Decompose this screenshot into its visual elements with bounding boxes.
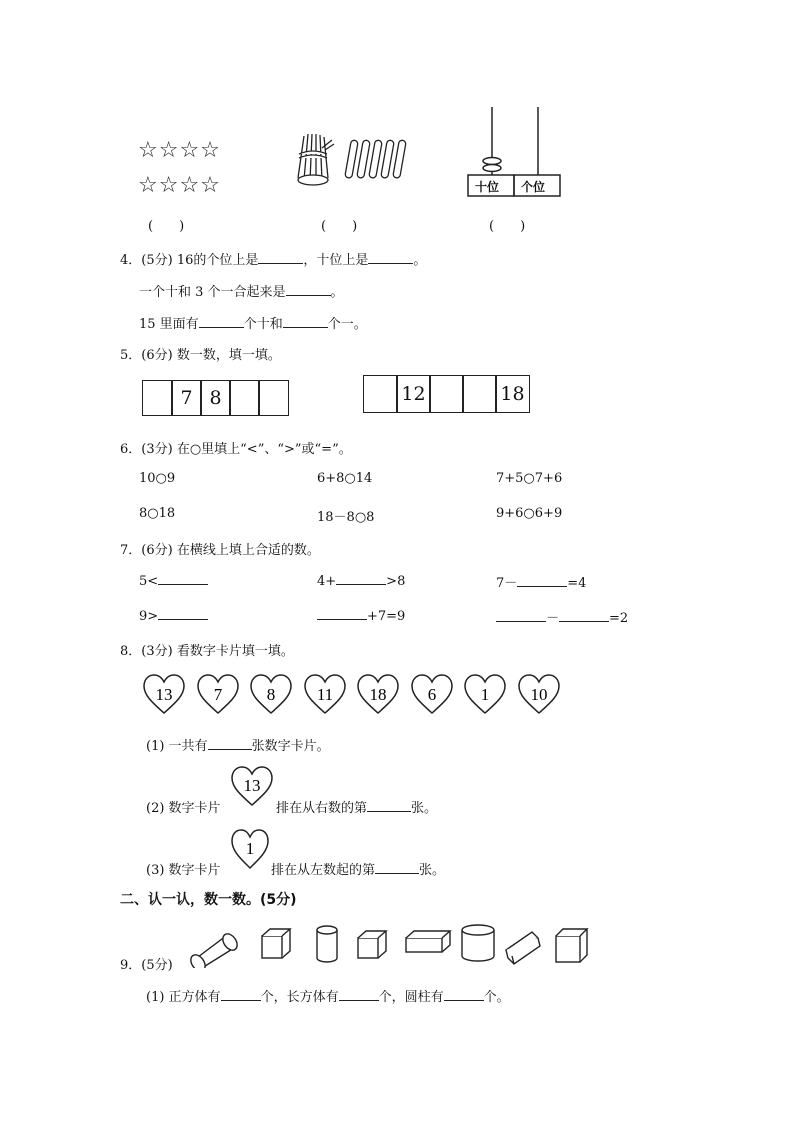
- answer-blank[interactable]: [517, 574, 567, 587]
- answer-blank[interactable]: [158, 607, 208, 620]
- heart-card-label: 10: [530, 685, 547, 704]
- q4-line-3: [139, 313, 367, 332]
- q7-text: 7－: [496, 576, 518, 591]
- answer-blank[interactable]: [496, 609, 546, 622]
- q8-sub-2-rest: [276, 797, 437, 816]
- cube-shape-2: [358, 931, 386, 958]
- number-row-1-box-4[interactable]: [229, 380, 260, 416]
- q7-item-6: [496, 607, 628, 626]
- q7-item-2: [317, 572, 405, 589]
- q8-text: 排在从右数的第: [276, 801, 368, 816]
- cube-shape-3: [556, 929, 587, 962]
- answer-blank[interactable]: [368, 251, 413, 264]
- q6-title: 6．(3分) 在○里填上“<”、“>”或“=”。: [120, 442, 352, 457]
- q4-text: 。: [413, 253, 427, 268]
- heart-card-3: [249, 673, 293, 715]
- q7-item-3: [496, 572, 586, 591]
- q9-text: 个，长方体有: [260, 990, 339, 1005]
- q6-item-2[interactable]: 6+8○14: [317, 471, 373, 486]
- heart-card-1: [142, 673, 186, 715]
- q6-item-1[interactable]: 10○9: [139, 471, 176, 486]
- number-row-1-box-1[interactable]: [142, 380, 173, 416]
- q4-line-2: [139, 281, 344, 300]
- heart-card-label: 1: [480, 685, 490, 704]
- q4-text: ，十位上是: [303, 253, 369, 268]
- abacus-ones-label: 个位: [521, 180, 546, 194]
- q7-title: 7．(6分) 在横线上填上合适的数。: [120, 543, 320, 558]
- upright-cylinder-shape: [317, 926, 337, 962]
- heart-card-6: [410, 673, 454, 715]
- q9-text: 个，圆柱有: [378, 990, 444, 1005]
- q8-text: (1) 一共有: [146, 739, 208, 754]
- heart-card-label: 13: [155, 685, 173, 704]
- q7-item-1: [139, 572, 208, 589]
- q9-label: 9．(5分): [120, 958, 173, 973]
- q7-item-4: [139, 607, 208, 624]
- stars-row-2: ☆☆☆☆: [138, 173, 221, 198]
- q8-title: 8．(3分) 看数字卡片填一填。: [120, 644, 294, 659]
- answer-blank[interactable]: [283, 315, 328, 328]
- number-row-2-box-4[interactable]: [462, 375, 497, 413]
- q9-text: 个。: [483, 990, 510, 1005]
- number-row-2-box-3[interactable]: [429, 375, 464, 413]
- q7-text: 9>: [139, 609, 159, 624]
- stars-row-1: ☆☆☆☆: [138, 138, 221, 163]
- heart-card-2: [196, 673, 240, 715]
- heart-card-13-inline: [230, 765, 274, 807]
- q4-text: 个十和: [243, 317, 283, 332]
- answer-paren-3[interactable]: ( ): [489, 219, 526, 234]
- q6-item-6[interactable]: 9+6○6+9: [496, 506, 563, 521]
- answer-paren-2[interactable]: ( ): [321, 219, 358, 234]
- heart-card-label: 6: [427, 685, 436, 704]
- q6-item-4[interactable]: 8○18: [139, 506, 176, 521]
- heart-card-label: 8: [266, 685, 276, 704]
- q6-item-3[interactable]: 7+5○7+6: [496, 471, 563, 486]
- solids-figure: [186, 922, 592, 968]
- section-2-title: 二、认一认，数一数。(5分): [120, 892, 297, 908]
- q7-text: =4: [567, 576, 587, 591]
- q8-text: 排在从左数起的第: [271, 863, 376, 878]
- answer-blank[interactable]: [367, 799, 411, 812]
- answer-blank[interactable]: [375, 861, 419, 874]
- q7-text: －: [546, 611, 560, 626]
- rectangular-prism-shape-1: [406, 931, 450, 952]
- heart-card-5: [356, 673, 400, 715]
- q4-text: 。: [330, 285, 344, 300]
- large-cylinder-shape: [462, 925, 494, 961]
- q5-title: 5．(6分) 数一数，填一填。: [120, 348, 281, 363]
- q8-sub-3-rest: [271, 859, 445, 878]
- answer-blank[interactable]: [286, 283, 331, 296]
- q7-text: +7=9: [367, 609, 406, 624]
- q8-text: 张。: [419, 863, 446, 878]
- heart-card-8: [517, 673, 561, 715]
- q8-sub-3: [146, 859, 221, 878]
- sticks-bundle-figure: [296, 128, 408, 188]
- q8-text: 张。: [411, 801, 438, 816]
- cube-shape-1: [262, 929, 290, 958]
- heart-card-label: 7: [213, 685, 222, 704]
- q4-text: 一个十和 3 个一合起来是: [139, 285, 286, 300]
- heart-card-1-inline: [230, 828, 270, 870]
- answer-blank[interactable]: [559, 609, 609, 622]
- answer-paren-1[interactable]: ( ): [148, 219, 185, 234]
- number-row-1-box-5[interactable]: [258, 380, 289, 416]
- abacus-tens-label: 十位: [475, 180, 500, 194]
- q4-text: 15 里面有: [139, 317, 199, 332]
- q7-item-5: [317, 607, 405, 624]
- q7-text: 4+: [317, 574, 337, 589]
- heart-card-label: 11: [316, 685, 333, 704]
- answer-blank[interactable]: [444, 988, 484, 1001]
- rectangular-prism-shape-2: [506, 932, 540, 964]
- answer-blank[interactable]: [199, 315, 244, 328]
- answer-blank[interactable]: [258, 251, 303, 264]
- number-row-2-box-5: 18: [495, 375, 530, 413]
- number-row-2-box-1[interactable]: [363, 375, 398, 413]
- q7-text: 5<: [139, 574, 159, 589]
- lying-cylinder-shape: [188, 931, 240, 968]
- answer-blank[interactable]: [336, 572, 386, 585]
- answer-blank[interactable]: [317, 607, 367, 620]
- answer-blank[interactable]: [158, 572, 208, 585]
- q4-line-1: [120, 249, 426, 268]
- q8-sub-1: [146, 735, 330, 754]
- answer-blank[interactable]: [339, 988, 379, 1001]
- q6-item-5[interactable]: 18－8○8: [317, 510, 375, 525]
- number-row-1-box-3: 8: [200, 380, 231, 416]
- answer-blank[interactable]: [221, 988, 261, 1001]
- number-row-1-box-2: 7: [171, 380, 202, 416]
- heart-card-7: [463, 673, 507, 715]
- q4-text: 个一。: [327, 317, 367, 332]
- q8-text: (2) 数字卡片: [146, 801, 221, 816]
- q4-text: 4．(5分) 16的个位上是: [120, 253, 259, 268]
- q9-sub-1: [146, 986, 510, 1005]
- heart-card-label: 13: [243, 776, 261, 795]
- q8-text: (3) 数字卡片: [146, 863, 221, 878]
- q8-sub-2: [146, 797, 221, 816]
- q7-text: >8: [386, 574, 406, 589]
- q7-text: =2: [609, 611, 629, 626]
- q8-text: 张数字卡片。: [251, 739, 330, 754]
- number-row-2-box-2: 12: [396, 375, 431, 413]
- q9-text: (1) 正方体有: [146, 990, 221, 1005]
- heart-card-4: [303, 673, 347, 715]
- heart-card-label: 1: [245, 839, 255, 858]
- answer-blank[interactable]: [208, 737, 252, 750]
- heart-card-label: 18: [369, 685, 387, 704]
